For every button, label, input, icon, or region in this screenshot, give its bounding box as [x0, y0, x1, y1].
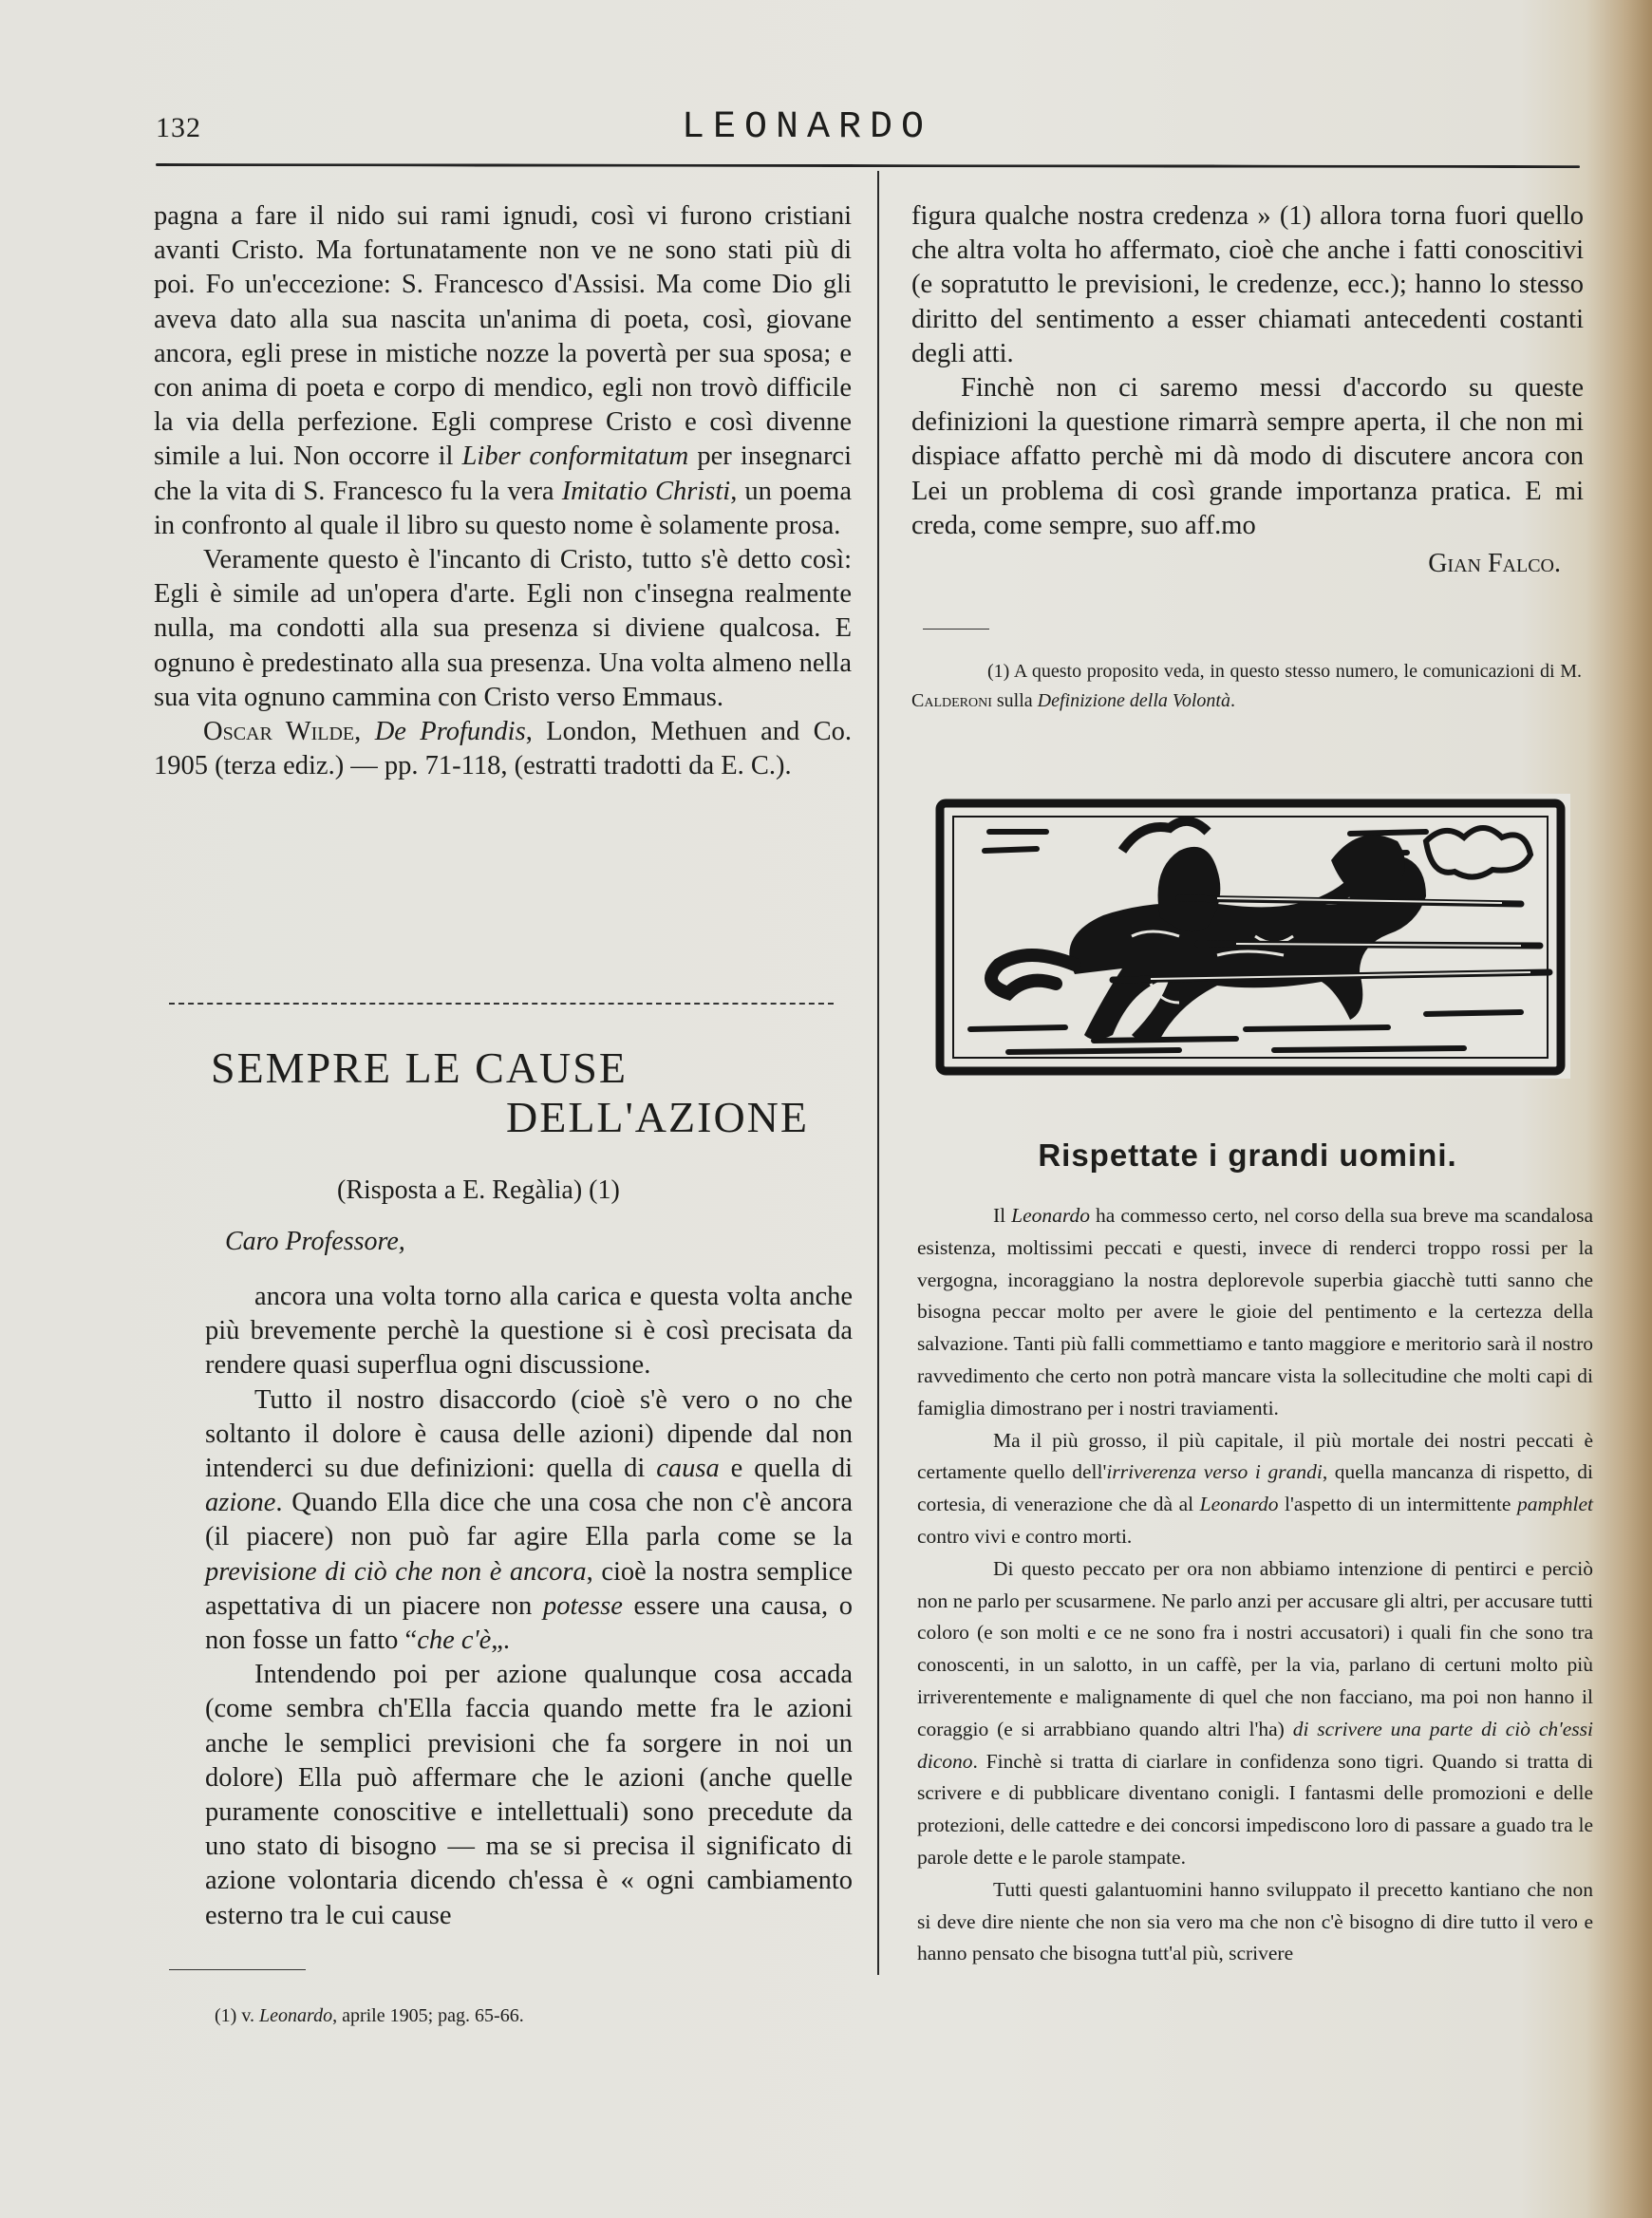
- italic-text: causa: [656, 1454, 720, 1484]
- text-run: Tutti questi galantuomini hanno sviluppato il precetto kantiano che non si deve dire niente che non sia vero ma che non c'è bisogno di dire tutto il vero e hanno pensato che bisogna tutt'al più, scrivere: [917, 1877, 1593, 1965]
- italic-text: Liber conformitatum: [461, 442, 689, 472]
- paragraph: [205, 1658, 853, 1933]
- section-body: [917, 1200, 1593, 1970]
- right-column-continued-text: [911, 199, 1584, 579]
- knight-on-horse-icon: [932, 794, 1570, 1079]
- text-run: Tutto il nostro disaccordo (cioè s'è vero o no che soltanto il dolore è causa delle azioni) dipende dal non intenderci su due definizioni: quella di: [205, 1384, 853, 1484]
- article-title-line-1: SEMPRE LE CAUSE: [211, 1043, 628, 1092]
- small-caps-text: Calderoni: [911, 690, 992, 711]
- italic-text: Imitatio Christi: [561, 476, 731, 506]
- article-title-line-2: DELL'AZIONE: [506, 1093, 809, 1141]
- text-run: l'aspetto di un intermittente: [1278, 1493, 1517, 1516]
- header-rule: [156, 163, 1580, 168]
- paragraph: [911, 371, 1584, 543]
- italic-text: che c'è: [417, 1626, 492, 1656]
- footnote-marker: (1) v.: [215, 2005, 260, 2026]
- text-run: .: [1230, 690, 1235, 711]
- text-run: ,: [354, 717, 375, 747]
- text-run: , quella mancanza di rispetto, di cortesia, di venerazione che dà al: [917, 1460, 1593, 1516]
- text-run: Il: [993, 1204, 1012, 1227]
- text-run: per insegnarci che la vita di S. Francesco fu la vera: [154, 442, 852, 506]
- paragraph: [154, 199, 852, 543]
- text-run: e quella di: [719, 1454, 853, 1484]
- footnote-rule: [169, 1969, 306, 1970]
- text-run: essere una causa, o non fosse un fatto “: [205, 1590, 853, 1656]
- article-subtitle: (Risposta a E. Regàlia) (1): [337, 1175, 620, 1205]
- column-divider: [877, 171, 879, 1975]
- text-run: (1) A questo proposito veda, in questo stesso numero, le comunicazioni di M.: [987, 661, 1582, 682]
- paragraph: [205, 1280, 853, 1383]
- text-run: Ma il più grosso, il più capitale, il più mortale dei nostri peccati è certamente quello dell': [917, 1428, 1593, 1484]
- letter-body: [205, 1280, 853, 1933]
- text-run: Veramente questo è l'incanto di Cristo, tutto s'è detto così: Egli è simile ad un'opera d'arte. Egli non c'insegna realmente nulla, ma condotti alla sua presenza si diviene qualcosa. E ognuno è predestinato alla sua presenza. Una volta almeno nella sua vita ognuno cammina con Cristo verso Emmaus.: [154, 545, 852, 712]
- small-caps-text: Oscar Wilde: [203, 717, 355, 747]
- running-title: LEONARDO: [681, 106, 933, 149]
- citation: [154, 715, 852, 783]
- text-run: pagna a fare il nido sui rami ignudi, così vi furono cristiani avanti Cristo. Ma fortunatamente non ve ne sono stati più di poi. Fo un'eccezione: S. Francesco d'Assisi. Ma come Dio gli aveva dato alla sua nascita un'anima di poeta, così, giovane ancora, egli prese in mistiche nozze la povertà per sua sposa; e con anima di poeta e corpo di mendico, egli non trovò difficile la via della perfezione. Egli comprese Cristo e così divenne simile a lui. Non occorre il: [154, 201, 852, 472]
- italic-text: pamphlet: [1516, 1493, 1593, 1516]
- paragraph: [917, 1553, 1593, 1874]
- page-number: 132: [156, 112, 201, 143]
- text-run: Di questo peccato per ora non abbiamo intenzione di pentirci e perciò non ne parlo per scusarmene. Ne parlo anzi per accusare gli altri, per accusare tutti coloro (e son molti e ce ne sono fra i nostri accusatori) i quali fin che sono tra conoscenti, in un salotto, in un caffè, per la via, parlano di certuni molto più irriverentemente e malignamente di quel che non facciano, ma poi non hanno il coraggio (e si arrabbiano quando altri l'ha): [917, 1556, 1593, 1740]
- paragraph: [917, 1874, 1593, 1970]
- text-run: sulla: [991, 690, 1038, 711]
- text-run: figura qualche nostra credenza » (1) allora torna fuori quello che altra volta ho affermato, cioè che anche i fatti conoscitivi (e sopratutto le previsioni, le credenze, ecc.); hanno lo stesso diritto del sentimento a esser chiamati antecedenti costanti degli atti.: [911, 201, 1584, 368]
- section-title: Rispettate i grandi uomini.: [1038, 1137, 1457, 1173]
- text-run: , cioè la nostra semplice aspettativa di un piacere non: [205, 1556, 853, 1621]
- italic-text: Definizione della Volontà: [1037, 690, 1230, 711]
- text-run: contro vivi e contro morti.: [917, 1524, 1133, 1548]
- italic-text: potesse: [542, 1590, 623, 1621]
- footnote-rule: [923, 629, 989, 630]
- text-run: , London, Methuen and Co. 1905 (terza ediz.) — pp. 71-118, (estratti tradotti da E. C.).: [154, 717, 853, 781]
- italic-text: previsione di ciò che non è ancora: [205, 1556, 587, 1587]
- text-run: . Finchè si tratta di ciarlare in confidenza sono tigri. Quando si tratta di scrivere e di pubblicare diventano conigli. I fantasmi delle promozioni e delle protezioni, delle cattedre e dei concorsi impediscono loro di passare a guado tra le parole dette e le parole stampate.: [917, 1749, 1593, 1869]
- italic-text: Leonardo: [1199, 1493, 1279, 1516]
- paragraph: [205, 1383, 853, 1659]
- footnote-source: Leonardo: [259, 2005, 333, 2026]
- salutation: Caro Professore,: [225, 1227, 405, 1256]
- footnote: [215, 2005, 524, 2027]
- text-run: Intendendo poi per azione qualunque cosa accada (come sembra ch'Ella faccia quando mette fra le azioni anche le semplici previsioni che fa sorgere in noi un dolore) Ella può affermare che le azioni (anche quelle puramente conoscitive e intellettuali) sono precedute da uno stato di bisogno — ma se si precisa il significato di azione volontaria dicendo ch'essa è « ogni cambiamento esterno tra le cui cause: [205, 1660, 853, 1930]
- italic-text: di scrivere una parte di ciò ch'essi dicono: [917, 1717, 1594, 1773]
- text-run: , un poema in confronto al quale il libro su questo nome è solamente prosa.: [154, 476, 852, 540]
- text-run: Finchè non ci saremo messi d'accordo su queste definizioni la questione rimarrà sempre aperta, il che non mi dispiace affatto perchè mi dà modo di discutere ancora con Lei un problema di così grande importanza pratica. E mi creda, come sempre, suo aff.mo: [911, 373, 1584, 540]
- left-column-continued-text: [154, 199, 852, 783]
- italic-text: Leonardo: [1011, 1204, 1090, 1227]
- woodcut-illustration-knight: [932, 794, 1570, 1079]
- text-run: „.: [491, 1626, 511, 1656]
- article-separator: [169, 1003, 834, 1005]
- italic-text: azione: [205, 1488, 276, 1518]
- text-run: ha commesso certo, nel corso della sua breve ma scandalosa esistenza, moltissimi peccati e questi, invece di renderci troppo rossi per la vergogna, incoraggiano la nostra deplorevole superbia giacchè tutti sanno che bisogna peccar molto per avere le gioie del pentimento e la certezza della salvazione. Tanti più falli commettiamo e tanto maggiore e meritorio sarà il nostro ravvedimento che certo non potrà mancare vista la sollecitudine che molti capi di famiglia dimostrano per i nostri traviamenti.: [917, 1204, 1593, 1419]
- italic-text: irriverenza verso i grandi: [1106, 1460, 1323, 1484]
- paragraph: [911, 199, 1584, 371]
- footnote: [911, 657, 1582, 716]
- paragraph: [917, 1425, 1593, 1553]
- footnote-rest: , aprile 1905; pag. 65-66.: [332, 2005, 524, 2026]
- text-run: ancora una volta torno alla carica e questa volta anche più brevemente perchè la questione si è così precisata da rendere quasi superflua ogni discussione.: [205, 1282, 853, 1381]
- text-run: . Quando Ella dice che una cosa che non c'è ancora (il piacere) non può far agire Ella parla come se la: [205, 1488, 853, 1552]
- paragraph: [917, 1200, 1593, 1425]
- italic-text: De Profundis: [374, 717, 526, 747]
- author-signature: Gian Falco.: [1428, 549, 1561, 579]
- paragraph: [154, 543, 852, 715]
